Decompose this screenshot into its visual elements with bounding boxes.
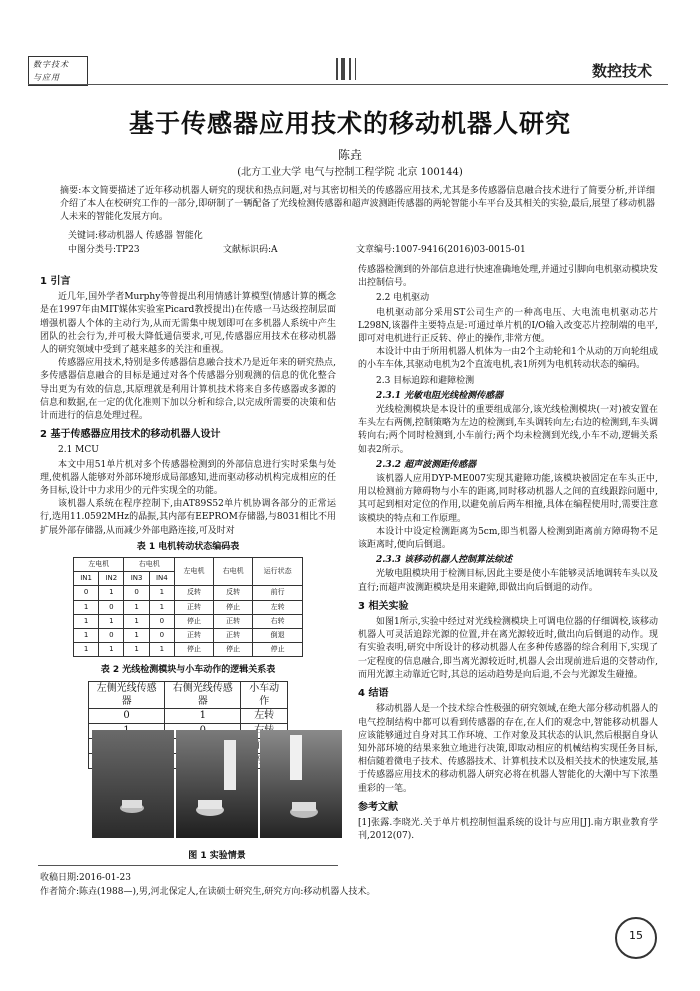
article-affiliation: (北方工业大学 电气与控制工程学院 北京 100144) [237,167,463,178]
figure-1-photos [92,730,342,838]
document-code: 文献标识码:A [223,245,278,255]
subsection-2-3-2-title: 2.3.2 超声波测距传感器 [376,459,477,470]
table-row [74,614,303,628]
table-cell: 停止 [174,614,213,628]
table-1-group-left: 左电机 [74,558,124,572]
table-cell: 1 [165,709,241,724]
table-cell: 1 [99,643,124,657]
table-2-caption: 表 2 光线检测模块与小车动作的逻辑关系表 [100,665,276,676]
paragraph: 光线检测模块是本设计的重要组成部分,该光线检测模块(一对)被安置在车头左右两侧,控制策略为左边的检测到,车头调转向左;右边的检测到,车头调转向右;两个同时检测到,小车前行;两个均未检测到光线,小车不动,逻辑关系如表2所示。 [358,405,658,455]
table-1-subhead: IN1 [74,572,99,586]
table-cell: 正转 [174,600,213,614]
paragraph: 光敏电阻模块用于检测目标,因此主要是使小车能够灵活地调转车头以及直行;而超声波测距模块是用来避障,即做出向后倒退的动作。 [358,569,658,593]
table-row [89,709,288,724]
table-cell: 1 [149,643,174,657]
section-1-title: 1 引言 [40,276,71,287]
paragraph: 该机器人应用DYP-ME007实现其避障功能,该模块被固定在车头正中,用以检测前方障碍物与小车的距离,同时移动机器人之间的直线跟踪问题中,其可起到相对定位的作用,以避免前后两车相撞,具体在编程使用时,需要注意该模块的特点和工作原理。 [358,474,658,524]
reference-item: [1]张露.李晓光.关于单片机控制恒温系统的设计与应用[J].南方职业教育学刊,2012(07). [358,817,658,842]
section-3-title: 3 相关实验 [358,600,409,612]
table-cell: 正转 [214,614,253,628]
table-cell: 1 [99,614,124,628]
table-cell: 1 [74,629,99,643]
section-2-title: 2 基于传感器应用技术的移动机器人设计 [40,429,221,441]
table-1 [73,557,303,657]
table-cell: 1 [74,614,99,628]
table-2-header: 右侧光线传感器 [165,681,241,708]
table-cell: 正转 [174,629,213,643]
table-2-header: 小车动作 [241,681,288,708]
table-1-col-right-motor: 右电机 [214,558,253,586]
left-column [40,270,336,769]
table-row [74,629,303,643]
table-1-caption: 表 1 电机转动状态编码表 [136,541,240,552]
column-tag-line2: 与应用 [33,73,60,82]
keywords: 关键词:移动机器人 传感器 智能化 [68,231,203,241]
footnote-rule [38,865,338,866]
table-row [74,600,303,614]
author-bio: 作者简介:陈垚(1988—),男,河北保定人,在读硕士研究生,研究方向:移动机器人技术。 [40,887,376,897]
table-2-header: 左侧光线传感器 [89,681,165,708]
subsection-2-1-title: 2.1 MCU [58,445,99,456]
table-1-col-left-motor: 左电机 [174,558,213,586]
table-cell: 0 [99,600,124,614]
page-number-badge [615,917,657,959]
table-cell: 1 [149,586,174,600]
table-cell: 1 [124,643,149,657]
column-name: 数控技术 [592,62,653,80]
table-1-subhead: IN3 [124,572,149,586]
table-cell: 0 [89,709,165,724]
table-cell: 停止 [214,600,253,614]
paragraph: 传感器应用技术,特别是多传感器信息融合技术乃是近年来的研究热点,多传感器信息融合的目标是通过对各个传感器分别观测的信息的优化整合导出更为有效的信息,其原理就是利用计算机技术将来自多传感器或多源的信息和数据,在一定的优化准则下加以分析和综合,以完成所需要的决策和估计而进行的信息处理过程。 [40,358,336,422]
section-4-title: 4 结语 [358,688,389,700]
table-cell: 1 [124,600,149,614]
clc-number: 中图分类号:TP23 [68,245,140,255]
subsection-2-3-title: 2.3 目标追踪和避障检测 [376,375,475,386]
table-cell: 0 [149,629,174,643]
header-rule [28,84,668,85]
table-row [74,586,303,600]
article-author: 陈垚 [337,148,362,162]
table-cell: 停止 [253,643,303,657]
table-cell: 反转 [174,586,213,600]
table-cell: 右转 [253,614,303,628]
table-cell: 0 [99,629,124,643]
paragraph: 该机器人系统在程序控制下,由AT89S52单片机协调各部分的正常运行,选用11.0592MHz的晶振,其内部有EEPROM存储器,与8031相比不用扩展外部存储器,从而减少外部电路连接,可及时对 [40,499,336,536]
subsection-2-3-3-title: 2.3.3 该移动机器人控制算法综述 [376,555,513,566]
table-cell: 左转 [241,709,288,724]
header-decoration-bars [336,58,360,80]
figure-1-caption: 图 1 实验情景 [188,851,246,861]
subsection-2-3-1-title: 2.3.1 光敏电阻光线检测传感器 [376,390,504,401]
table-cell: 0 [149,614,174,628]
table-1-subhead: IN4 [149,572,174,586]
page-number: 15 [629,929,643,942]
right-column [358,264,658,843]
paragraph: 传感器检测到的外部信息进行快速准确地处理,并通过引脚向电机驱动模块发出控制信号。 [358,265,658,289]
paragraph: 如图1所示,实验中经过对光线检测模块上可调电位器的仔细调校,该移动机器人可灵活追踪光源的位置,并在离光源较近时,做出向后倒退的动作。现有实验表明,研究中所设计的移动机器人在多种传感器的综合利用下,实现了一定程度的信息融合,即当离光源较近时,机器人会出现前进后退的交替动作,而用光源主动靠近它时,其总的运动趋势是向后退,不会与光源发生碰撞。 [358,617,658,680]
table-cell: 0 [124,586,149,600]
table-cell: 倒退 [253,629,303,643]
article-title: 基于传感器应用技术的移动机器人研究 [128,109,571,138]
column-tag-line1: 数字技术 [33,60,69,69]
table-cell: 1 [124,629,149,643]
table-cell: 1 [149,600,174,614]
table-cell: 反转 [214,586,253,600]
paragraph: 近几年,国外学者Murphy等曾提出利用情感计算模型(情感计算的概念是在1997年由MIT媒体实验室Picard教授提出)在传感一马达级控制层面增强机器人个体的主动行为,从而无需集中规划即可在多机器人系统中产生团队的社会行为,并可极大降低通信要求,可见,传感器应用技术在移动机器人的研究领域中受到了越来越多的关注和重视。 [40,292,336,356]
article-number: 文章编号:1007-9416(2016)03-0015-01 [356,245,526,255]
subsection-2-2-title: 2.2 电机驱动 [376,293,430,304]
table-cell: 1 [99,586,124,600]
experiment-photo-3 [260,730,342,838]
table-1-group-right: 右电机 [124,558,174,572]
paragraph: 移动机器人是一个技术综合性极强的研究领域,在绝大部分移动机器人的电气控制结构中都可以看到传感器的存在,在人们的观念中,智能移动机器人应该能够通过自身对其工作环境、工作对象及其状态的认识,然后根据自身认知外部环境的结果来独立地进行决策,即取动相应的机械结构实现任务目标,相信随着微电子技术、传感器技术、计算机技术以及相关技术的快速发展,基于传感器应用技术的移动机器人研究必将在机器人智能化的大潮中写下浓墨重彩的一笔。 [358,704,658,794]
table-cell: 正转 [214,629,253,643]
references-title: 参考文献 [358,801,398,813]
table-cell: 0 [74,586,99,600]
experiment-photo-1 [92,730,174,838]
table-1-col-state: 运行状态 [253,558,303,586]
received-date: 收稿日期:2016-01-23 [40,873,131,883]
table-cell: 1 [74,600,99,614]
paragraph: 电机驱动部分采用ST公司生产的一种高电压、大电流电机驱动芯片L298N,该器件主要特点是:可通过单片机的I/O输入改变芯片控制端的电平,即可对电机进行正反转、停止的操作,非常方便。 [358,307,658,345]
table-cell: 停止 [214,643,253,657]
table-cell: 1 [74,643,99,657]
table-cell: 停止 [174,643,213,657]
paragraph: 本设计中由于所用机器人机体为一由2个主动轮和1个从动的万向轮组成的小车车体,其驱动电机为2个直流电机,表1所列为电机转动状态的编码。 [358,347,658,371]
paragraph: 本设计中设定检测距离为5cm,即当机器人检测到距离前方障碍物不足该距离时,便向后倒退。 [358,526,658,551]
footnote [40,871,375,899]
experiment-photo-2 [176,730,258,838]
table-cell: 前行 [253,586,303,600]
table-1-subhead: IN2 [99,572,124,586]
abstract: 摘要:本文简要描述了近年移动机器人研究的现状和热点问题,对与其密切相关的传感器应用技术,尤其是多传感器信息融合技术进行了简要分析,并详细介绍了本人在校研究工作的一部分,即研制了一辆配备了光线检测传感器和超声波测距传感器的两轮智能小车平台及其相关的实验,最后,展望了移动机器人未来的智能化发展方向。 [60,186,655,222]
table-row [74,643,303,657]
paragraph: 本文中用51单片机对多个传感器检测到的外部信息进行实时采集与处理,使机器人能够对外部环境形成局部感知,进而驱动移动机构完成相应的任务目标,设计中力求用少的元件实现全的功能。 [40,459,336,497]
table-cell: 1 [124,614,149,628]
column-tag [28,56,88,86]
table-cell: 左转 [253,600,303,614]
